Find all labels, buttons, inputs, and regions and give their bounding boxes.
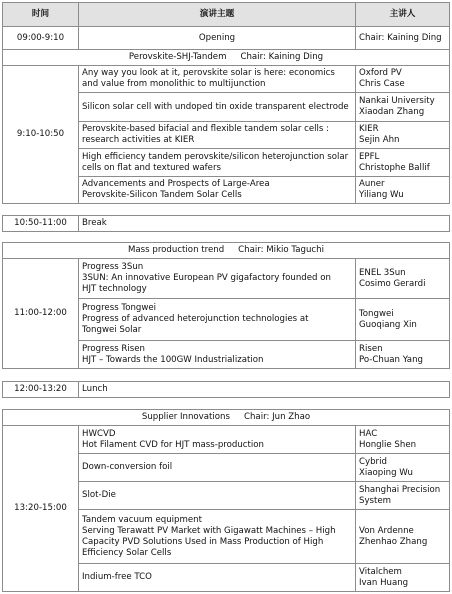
talk-speaker: ENEL 3Sun Cosimo Gerardi xyxy=(356,259,450,299)
session-time: 11:00-12:00 xyxy=(3,259,79,369)
talk-title: Silicon solar cell with undoped tin oxide transparent electrode xyxy=(79,93,356,122)
talk-title: Indium-free TCO xyxy=(79,564,356,592)
talk-title: Progress 3Sun 3SUN: An innovative European PV gigafactory founded on HJT technology xyxy=(79,259,356,299)
session-name: Perovskite-SHJ-Tandem xyxy=(128,52,227,62)
talk-title: High efficiency tandem perovskite/silicon heterojunction solar cells on flat and textured wafers xyxy=(79,149,356,177)
lunch-row xyxy=(2,381,450,398)
session-time: 9:10-10:50 xyxy=(3,66,79,204)
talk-title: Slot-Die xyxy=(79,482,356,510)
talk-title: Perovskite-based bifacial and flexible tandem solar cells : research activities at KIER xyxy=(79,122,356,149)
talk-speaker: KIER Sejin Ahn xyxy=(356,122,450,149)
opening-time: 09:00-9:10 xyxy=(3,27,79,50)
talk-title: Down-conversion foil xyxy=(79,454,356,482)
schedule-table-part3 xyxy=(2,409,450,592)
session-name: Mass production trend xyxy=(128,245,225,255)
talk-title: HWCVD Hot Filament CVD for HJT mass-production xyxy=(79,426,356,454)
lunch-time: 12:00-13:20 xyxy=(3,382,79,398)
opening-speaker: Chair: Kaining Ding xyxy=(356,27,450,50)
session-header xyxy=(3,243,450,259)
talk-speaker: HAC Honglie Shen xyxy=(356,426,450,454)
session-header xyxy=(3,410,450,426)
session-chair: Chair: Jun Zhao xyxy=(243,412,311,422)
talk-speaker: Nankai University Xiaodan Zhang xyxy=(356,93,450,122)
break-title: Break xyxy=(79,216,450,232)
talk-speaker: Cybrid Xiaoping Wu xyxy=(356,454,450,482)
session-chair: Chair: Kaining Ding xyxy=(240,52,324,62)
header-time: 时间 xyxy=(3,3,79,27)
break-time: 10:50-11:00 xyxy=(3,216,79,232)
talk-title: Progress Risen HJT – Towards the 100GW Industrialization xyxy=(79,341,356,369)
session-name: Supplier Innovations xyxy=(141,412,230,422)
talk-title: Advancements and Prospects of Large-Area Perovskite-Silicon Tandem Solar Cells xyxy=(79,177,356,204)
break-row xyxy=(2,215,450,232)
talk-title: Any way you look at it, perovskite solar is here: economics and value from monolithic to multijunction xyxy=(79,66,356,93)
schedule-table-part2 xyxy=(2,242,450,369)
opening-title: Opening xyxy=(79,27,356,50)
talk-speaker: Vitalchem Ivan Huang xyxy=(356,564,450,592)
schedule-table-part1 xyxy=(2,2,450,204)
lunch-title: Lunch xyxy=(79,382,450,398)
talk-speaker: Risen Po-Chuan Yang xyxy=(356,341,450,369)
talk-title: Tandem vacuum equipment Serving Terawatt PV Market with Gigawatt Machines – High Capacity PVD Solutions Used in Mass Production of High Efficiency Solar Cells xyxy=(79,510,356,564)
talk-title: Progress Tongwei Progress of advanced heterojunction technologies at Tongwei Solar xyxy=(79,299,356,341)
talk-speaker: Auner Yiliang Wu xyxy=(356,177,450,204)
talk-speaker: Tongwei Guoqiang Xin xyxy=(356,299,450,341)
header-speaker: 主讲人 xyxy=(356,3,450,27)
header-topic: 演讲主题 xyxy=(79,3,356,27)
talk-speaker: EPFL Christophe Ballif xyxy=(356,149,450,177)
talk-speaker: Oxford PV Chris Case xyxy=(356,66,450,93)
talk-speaker: Von Ardenne Zhenhao Zhang xyxy=(356,510,450,564)
session-time: 13:20-15:00 xyxy=(3,426,79,592)
session-chair: Chair: Mikio Taguchi xyxy=(238,245,324,255)
talk-speaker: Shanghai Precision System xyxy=(356,482,450,510)
session-header xyxy=(3,50,450,66)
